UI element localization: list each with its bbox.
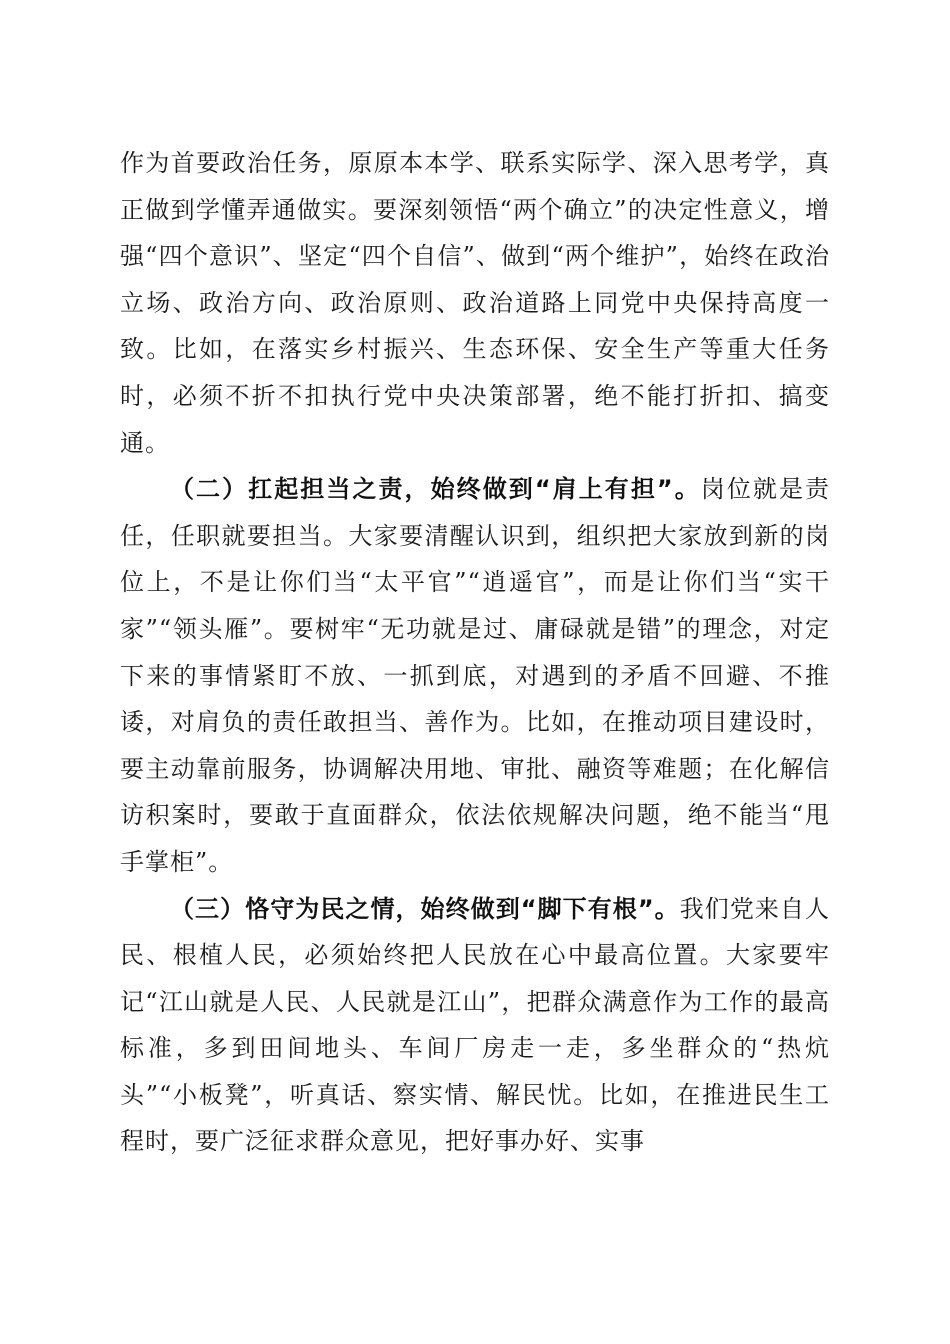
document-body xyxy=(120,140,830,1165)
paragraph-3-text: 我们党来自人民、根植人民，必须始终把人民放在心中最高位置。大家要牢记“江山就是人民、人民就是江山”，把群众满意作为工作的最高标准，多到田间地头、车间厂房走一走，多坐群众的“热炕头”“小板凳”，听真话、察实情、解民忧。比如，在推进民生工程时，要广泛征求群众意见，把好事办好、实事 xyxy=(120,894,831,1156)
paragraph-3 xyxy=(120,886,830,1166)
paragraph-1-text: 作为首要政治任务，原原本本学、联系实际学、深入思考学，真正做到学懂弄通做实。要深刻领悟“两个确立”的决定性意义，增强“四个意识”、坚定“四个自信”、做到“两个维护”，始终在政治立场、政治方向、政治原则、政治道路上同党中央保持高度一致。比如，在落实乡村振兴、生态环保、安全生产等重大任务时，必须不折不扣执行党中央决策部署，绝不能打折扣、搞变通。 xyxy=(120,149,830,457)
paragraph-2 xyxy=(120,466,830,885)
paragraph-2-text: 岗位就是责任，任职就要担当。大家要清醒认识到，组织把大家放到新的岗位上，不是让你们当“太平官”“逍遥官”，而是让你们当“实干家”“领头雁”。要树牢“无功就是过、庸碌就是错”的理念，对定下来的事情紧盯不放、一抓到底，对遇到的矛盾不回避、不推诿，对肩负的责任敢担当、善作为。比如，在推动项目建设时，要主动靠前服务，协调解决用地、审批、融资等难题；在化解信访积案时，要敢于直面群众，依法依规解决问题，绝不能当“甩手掌柜”。 xyxy=(120,475,831,876)
section-heading-3: （三）恪守为民之情，始终做到“脚下有根”。 xyxy=(170,894,680,923)
section-heading-2: （二）扛起担当之责，始终做到“肩上有担”。 xyxy=(170,475,701,504)
paragraph-1 xyxy=(120,140,830,466)
